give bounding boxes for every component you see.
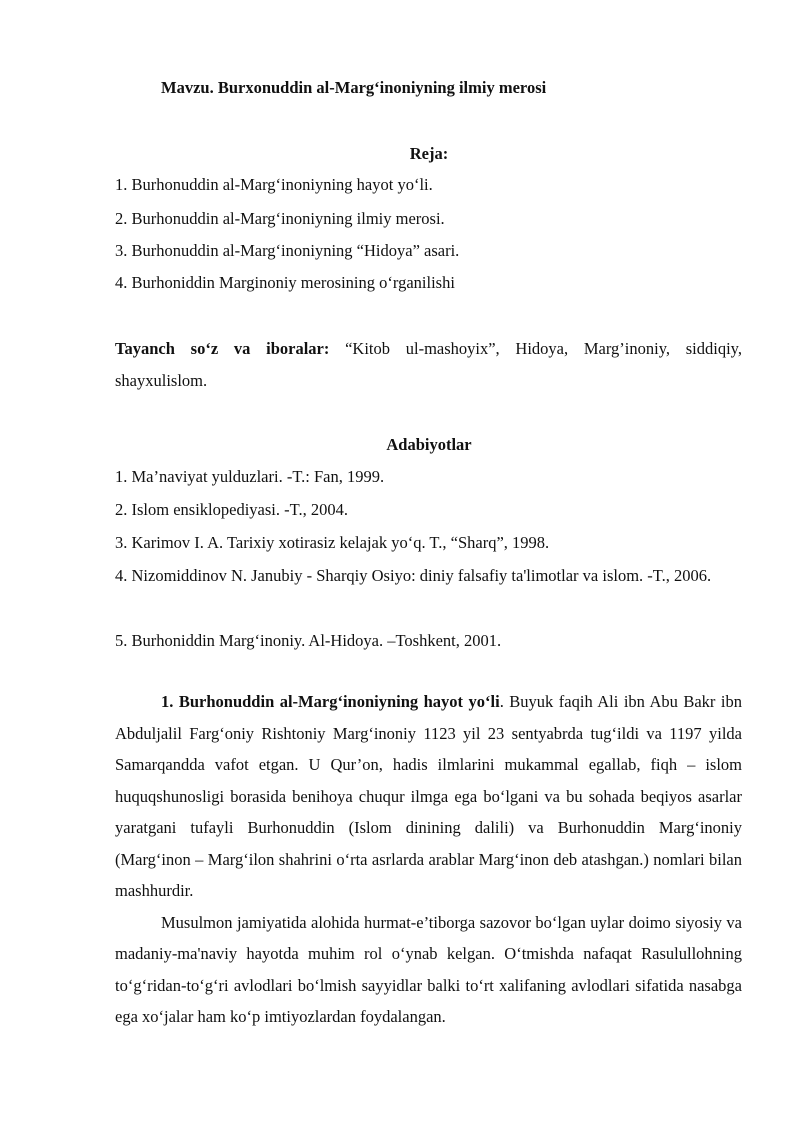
- plan-heading: Reja:: [409, 144, 449, 163]
- plan-item: 4. Burhoniddin Marginoniy merosining o‘rganilishi: [115, 273, 455, 292]
- literature-item: 5. Burhoniddin Marg‘inoniy. Al-Hidoya. –Toshkent, 2001.: [115, 631, 502, 650]
- literature-item: 1. Ma’naviyat yulduzlari. -T.: Fan, 1999.: [115, 467, 385, 486]
- section-heading: 1. Burhonuddin al-Marg‘inoniyning hayot yo‘li: [161, 692, 500, 711]
- keywords-block: [115, 333, 742, 397]
- plan-item: 1. Burhonuddin al-Marg‘inoniyning hayot yo‘li.: [115, 175, 433, 194]
- section-body: [115, 686, 742, 1033]
- section-paragraph: . Buyuk faqih Ali ibn Abu Bakr ibn Abduljalil Farg‘oniy Rishtoniy Marg‘inoniy 1123 yil 23 sentyabrda tug‘ildi va 1197 yilda Samarqandda vafot etgan. U Qur’on, hadis ilmlarini mukammal egallab, fiqh – islom huquqshunosligi borasida benihoya chuqur ilmga ega bo‘lgani va bu sohada beqiyos asarlar yaratgani tufayli Burhonuddin (Islom dinining dalili) va Burhonuddin Marg‘inoniy (Marg‘inon – Marg‘ilon shahrini o‘rta asrlarda arablar Marg‘inon deb atashgan.) nomlari bilan mashhurdir.: [115, 692, 742, 900]
- literature-item: 2. Islom ensiklopediyasi. -T., 2004.: [115, 500, 348, 519]
- page-title: Mavzu. Burxonuddin al-Marg‘inoniyning ilmiy merosi: [161, 78, 547, 97]
- keywords-text: “Kitob ul-mashoyix”, Hidoya, Marg’inoniy, siddiqiy, shayxulislom.: [115, 339, 742, 390]
- keywords-label: Tayanch so‘z va iboralar:: [115, 339, 330, 358]
- plan-item: 3. Burhonuddin al-Marg‘inoniyning “Hidoya” asari.: [115, 241, 460, 260]
- literature-heading: Adabiyotlar: [386, 435, 472, 454]
- literature-item: 4. Nizomiddinov N. Janubiy - Sharqiy Osiyo: diniy falsafiy ta'limotlar va islom. -T., 2006.: [115, 566, 712, 585]
- section-paragraph: Musulmon jamiyatida alohida hurmat-e’tiborga sazovor bo‘lgan uylar doimo siyosiy va madaniy-ma'naviy hayotda muhim rol o‘ynab kelgan. O‘tmishda nafaqat Rasulullohning to‘g‘ridan-to‘g‘ri avlodlari bo‘lmish sayyidlar balki to‘rt xalifaning avlodlari sifatida nasabga ega xo‘jalar ham ko‘p imtiyozlardan foydalangan.: [115, 912, 742, 1026]
- literature-item: 3. Karimov I. A. Tarixiy xotirasiz kelajak yo‘q. T., “Sharq”, 1998.: [115, 533, 550, 552]
- plan-item: 2. Burhonuddin al-Marg‘inoniyning ilmiy merosi.: [115, 209, 445, 228]
